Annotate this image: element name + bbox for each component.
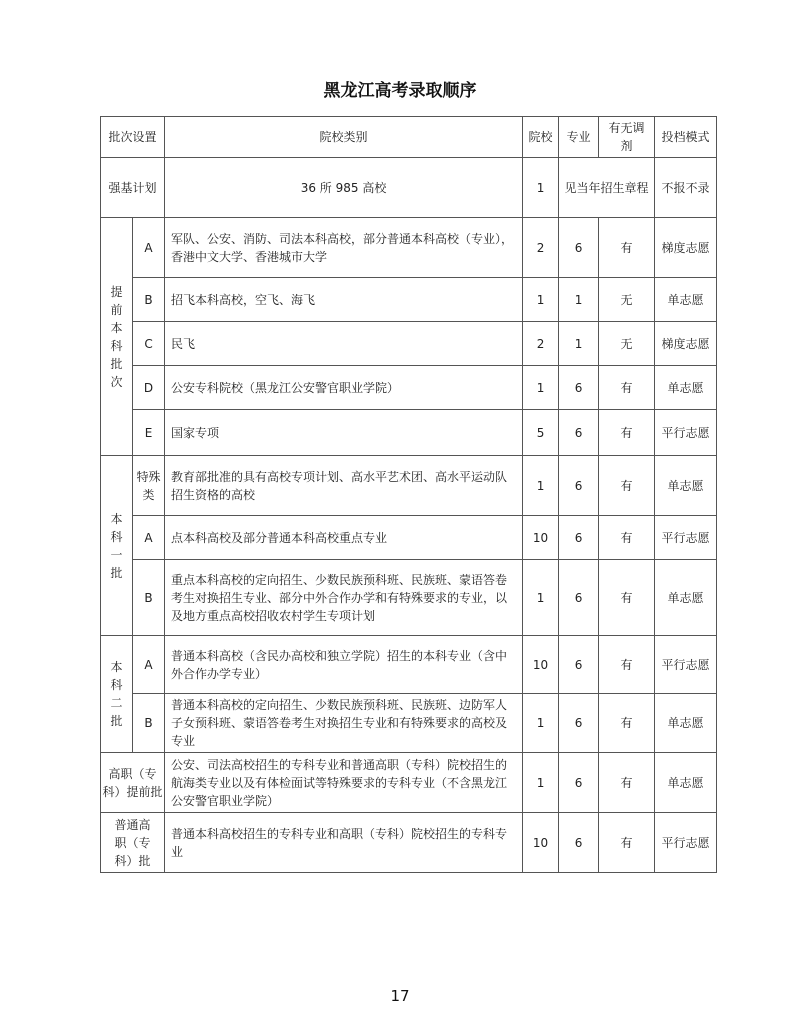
mode-cell: 单志愿 <box>655 560 717 636</box>
majors-cell: 6 <box>559 366 599 410</box>
table-row <box>101 516 717 560</box>
sub-cell: E <box>133 410 165 456</box>
adjust-cell: 有 <box>599 456 655 516</box>
mode-cell: 单志愿 <box>655 366 717 410</box>
category-cell: 点本科高校及部分普通本科高校重点专业 <box>165 516 523 560</box>
sub-cell: 特殊类 <box>133 456 165 516</box>
header-batch: 批次设置 <box>101 117 165 158</box>
batch-cell: 强基计划 <box>101 158 165 218</box>
adjust-cell: 有 <box>599 410 655 456</box>
schools-cell: 1 <box>523 278 559 322</box>
majors-cell: 6 <box>559 813 599 873</box>
adjust-cell: 有 <box>599 560 655 636</box>
category-cell: 军队、公安、消防、司法本科高校，部分普通本科高校（专业），香港中文大学、香港城市大学 <box>165 218 523 278</box>
table-row <box>101 636 717 694</box>
category-cell: 重点本科高校的定向招生、少数民族预科班、民族班、蒙语答卷考生对换招生专业、部分中外合作办学和有特殊要求的专业，以及地方重点高校招收农村学生专项计划 <box>165 560 523 636</box>
majors-cell: 6 <box>559 753 599 813</box>
majors-cell: 6 <box>559 456 599 516</box>
majors-cell: 6 <box>559 694 599 753</box>
table-header-row <box>101 117 717 158</box>
table-row <box>101 456 717 516</box>
mode-cell: 不报不录 <box>655 158 717 218</box>
adjust-cell: 无 <box>599 278 655 322</box>
sub-cell: B <box>133 278 165 322</box>
schools-cell: 2 <box>523 322 559 366</box>
table-row <box>101 218 717 278</box>
schools-cell: 1 <box>523 158 559 218</box>
majors-cell: 1 <box>559 322 599 366</box>
sub-cell: A <box>133 636 165 694</box>
schools-cell: 10 <box>523 636 559 694</box>
batch-cell: 本科一批 <box>101 456 133 636</box>
majors-cell: 6 <box>559 560 599 636</box>
mode-cell: 单志愿 <box>655 694 717 753</box>
sub-cell: C <box>133 322 165 366</box>
schools-cell: 10 <box>523 516 559 560</box>
table-row <box>101 278 717 322</box>
mode-cell: 单志愿 <box>655 278 717 322</box>
adjust-cell: 有 <box>599 813 655 873</box>
table-row <box>101 694 717 753</box>
majors-cell: 6 <box>559 516 599 560</box>
adjust-cell: 无 <box>599 322 655 366</box>
mode-cell: 平行志愿 <box>655 516 717 560</box>
category-cell: 民飞 <box>165 322 523 366</box>
adjust-cell: 有 <box>599 636 655 694</box>
category-cell: 普通本科高校（含民办高校和独立学院）招生的本科专业（含中外合作办学专业） <box>165 636 523 694</box>
table-row <box>101 410 717 456</box>
mode-cell: 单志愿 <box>655 753 717 813</box>
sub-cell: D <box>133 366 165 410</box>
adjust-cell: 有 <box>599 753 655 813</box>
header-category: 院校类别 <box>165 117 523 158</box>
mode-cell: 梯度志愿 <box>655 322 717 366</box>
schools-cell: 10 <box>523 813 559 873</box>
majors-cell: 1 <box>559 278 599 322</box>
table-row <box>101 813 717 873</box>
sub-cell: A <box>133 218 165 278</box>
category-cell: 公安专科院校（黑龙江公安警官职业学院） <box>165 366 523 410</box>
table-row <box>101 158 717 218</box>
mode-cell: 平行志愿 <box>655 636 717 694</box>
adjust-cell: 有 <box>599 218 655 278</box>
sub-cell: A <box>133 516 165 560</box>
sub-cell: B <box>133 560 165 636</box>
schools-cell: 1 <box>523 560 559 636</box>
batch-cell: 普通高职（专科）批 <box>101 813 165 873</box>
table-row <box>101 322 717 366</box>
table-row <box>101 366 717 410</box>
category-cell: 36 所 985 高校 <box>165 158 523 218</box>
batch-cell: 高职（专科）提前批 <box>101 753 165 813</box>
admission-order-table <box>100 116 717 873</box>
adjust-cell: 有 <box>599 694 655 753</box>
mode-cell: 平行志愿 <box>655 813 717 873</box>
majors-cell: 6 <box>559 410 599 456</box>
sub-cell: B <box>133 694 165 753</box>
schools-cell: 1 <box>523 366 559 410</box>
category-cell: 公安、司法高校招生的专科专业和普通高职（专科）院校招生的航海类专业以及有体检面试等特殊要求的专科专业（不含黑龙江公安警官职业学院） <box>165 753 523 813</box>
mode-cell: 梯度志愿 <box>655 218 717 278</box>
category-cell: 普通本科高校招生的专科专业和高职（专科）院校招生的专科专业 <box>165 813 523 873</box>
note-cell: 见当年招生章程 <box>559 158 655 218</box>
category-cell: 普通本科高校的定向招生、少数民族预科班、民族班、边防军人子女预科班、蒙语答卷考生对换招生专业和有特殊要求的高校及专业 <box>165 694 523 753</box>
schools-cell: 1 <box>523 694 559 753</box>
adjust-cell: 有 <box>599 516 655 560</box>
category-cell: 教育部批准的具有高校专项计划、高水平艺术团、高水平运动队招生资格的高校 <box>165 456 523 516</box>
batch-cell: 提前本科批次 <box>101 218 133 456</box>
header-majors: 专业 <box>559 117 599 158</box>
mode-cell: 单志愿 <box>655 456 717 516</box>
header-schools: 院校 <box>523 117 559 158</box>
schools-cell: 1 <box>523 456 559 516</box>
schools-cell: 1 <box>523 753 559 813</box>
mode-cell: 平行志愿 <box>655 410 717 456</box>
table-row <box>101 753 717 813</box>
page-title: 黑龙江高考录取顺序 <box>323 81 477 101</box>
schools-cell: 2 <box>523 218 559 278</box>
adjust-cell: 有 <box>599 366 655 410</box>
page-number: 17 <box>390 987 410 1005</box>
table-row <box>101 560 717 636</box>
header-adjust: 有无调剂 <box>599 117 655 158</box>
schools-cell: 5 <box>523 410 559 456</box>
category-cell: 国家专项 <box>165 410 523 456</box>
majors-cell: 6 <box>559 636 599 694</box>
category-cell: 招飞本科高校，空飞、海飞 <box>165 278 523 322</box>
header-mode: 投档模式 <box>655 117 717 158</box>
batch-cell: 本科二批 <box>101 636 133 753</box>
majors-cell: 6 <box>559 218 599 278</box>
